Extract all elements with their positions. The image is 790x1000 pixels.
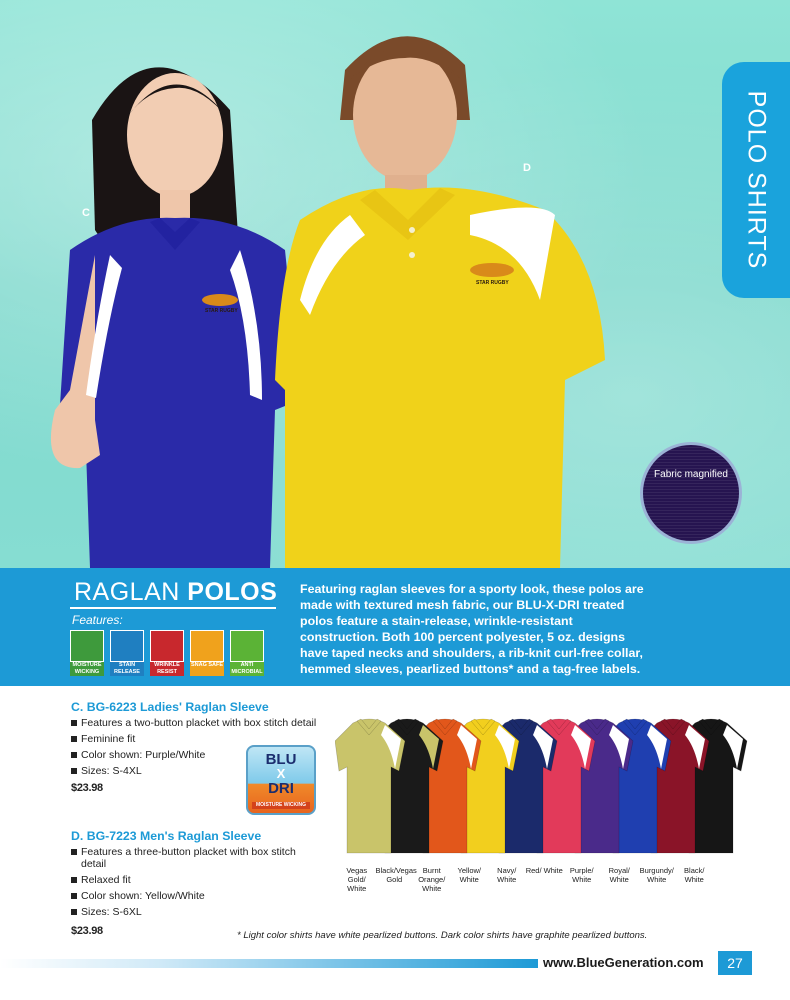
man-model — [275, 36, 605, 568]
shirt-logo-c: STAR RUGBY — [205, 308, 238, 314]
feature-label: MOISTURE WICKING — [70, 662, 104, 676]
bullet: Sizes: S-4XL — [71, 765, 321, 777]
color-swatch-shirts — [335, 713, 785, 863]
shirt-logo-d: STAR RUGBY — [476, 280, 509, 286]
page-number: 27 — [718, 951, 752, 975]
badge-line2: X — [276, 766, 286, 781]
moisture-wicking-icon — [70, 630, 104, 662]
color-label: Purple/ White — [569, 866, 594, 884]
feature-label: SNAG SAFE — [190, 662, 224, 676]
color-label: Black/Vegas Gold — [375, 866, 417, 884]
footnote: * Light color shirts have white pearlized buttons. Dark color shirts have graphite pearlized buttons. — [237, 930, 648, 941]
color-labels — [338, 866, 788, 893]
features-label: Features: — [72, 613, 123, 627]
wrinkle-resist-feature — [150, 630, 184, 676]
bullet: Sizes: S-6XL — [71, 906, 321, 918]
section-tab-label: POLO SHIRTS — [742, 90, 771, 270]
footer-bar — [0, 959, 538, 968]
anti-microbial-icon — [230, 630, 264, 662]
color-label: Navy/ White — [497, 866, 517, 884]
feature-label: STAIN RELEASE — [110, 662, 144, 676]
band-title-light: RAGLAN — [74, 578, 180, 606]
wrinkle-resist-icon — [150, 630, 184, 662]
product-band — [0, 568, 790, 686]
woman-model — [51, 67, 300, 568]
product-d-bullets — [71, 846, 321, 918]
color-label: Yellow/ White — [457, 866, 481, 884]
label-d: D — [523, 162, 531, 174]
feature-label: WRINKLE RESIST — [150, 662, 184, 676]
band-title — [74, 578, 277, 607]
snag-safe-feature — [190, 630, 224, 676]
badge-line1: BLU — [265, 751, 297, 768]
feature-label: ANTI MICROBIAL — [231, 662, 263, 675]
label-c: C — [82, 207, 90, 219]
color-label: Black/ White — [684, 866, 705, 884]
footer-url[interactable]: www.BlueGeneration.com — [543, 955, 704, 970]
snag-safe-icon — [190, 630, 224, 662]
stain-release-icon — [110, 630, 144, 662]
bullet: Features a two-button placket with box stitch detail — [71, 717, 321, 729]
product-c-heading: C. BG-6223 Ladies' Raglan Sleeve — [71, 700, 269, 714]
color-label: Burgundy/ White — [639, 866, 674, 884]
product-d — [71, 829, 321, 937]
fabric-magnified-label: Fabric magnified — [654, 469, 728, 480]
band-description: Featuring raglan sleeves for a sporty look, these polos are made with textured mesh fabric, our BLU-X-DRI treated polos feature a stain-release, wrinkle-resistant construction. Both 100 percent polyester, 5 oz. designs have taped necks and shoulders, a rib-knit curl-free collar, hemmed sleeves, pearlized buttons* and a tag-free labels. — [300, 582, 644, 676]
bullet: Color shown: Purple/White — [71, 749, 321, 761]
feature-icons — [70, 630, 264, 676]
product-d-heading: D. BG-7223 Men's Raglan Sleeve — [71, 829, 262, 843]
badge-line3: DRI — [268, 780, 294, 797]
blu-x-dri-badge — [246, 745, 316, 815]
product-d-price: $23.98 — [71, 925, 103, 937]
stain-release-feature — [110, 630, 144, 676]
color-label: Royal/ White — [608, 866, 630, 884]
fabric-magnified-circle — [643, 445, 739, 541]
moisture-wicking-feature — [70, 630, 104, 676]
title-divider — [70, 607, 276, 609]
band-title-bold: POLOS — [187, 578, 278, 606]
color-label: Burnt Orange/ White — [418, 866, 446, 893]
bullet: Relaxed fit — [71, 874, 321, 886]
bullet: Feminine fit — [71, 733, 321, 745]
anti-microbial-feature — [230, 630, 264, 676]
color-label: Red/ White — [525, 866, 563, 875]
color-label: Vegas Gold/ White — [346, 866, 368, 893]
product-c-price: $23.98 — [71, 782, 103, 794]
section-tab — [722, 62, 790, 298]
bullet: Color shown: Yellow/White — [71, 890, 321, 902]
badge-sub: MOISTURE WICKING — [252, 802, 310, 809]
bullet: Features a three-button placket with box stitch detail — [71, 846, 321, 870]
